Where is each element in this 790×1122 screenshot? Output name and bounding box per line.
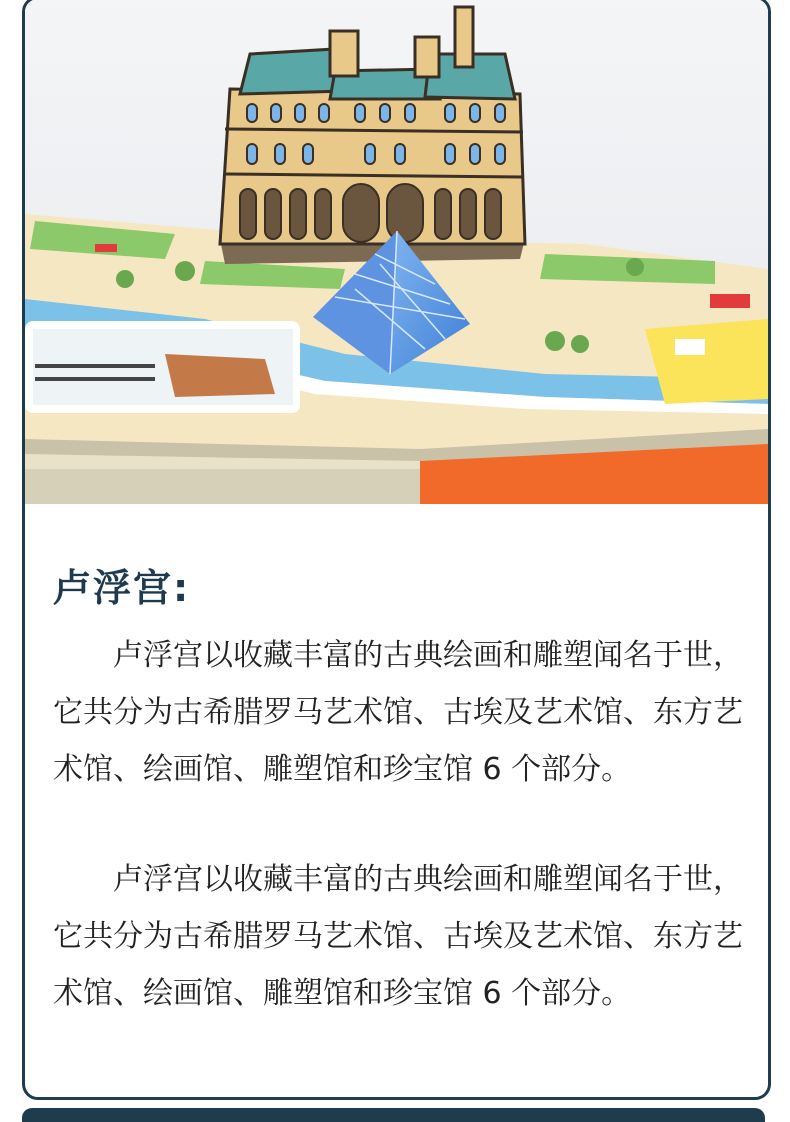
next-card-edge [22, 1108, 765, 1122]
body-paragraph: 卢浮宫以收藏丰富的古典绘画和雕塑闻名于世，它共分为古希腊罗马艺术馆、古埃及艺术馆、东方艺术馆、绘画馆、雕塑馆和珍宝馆 6 个部分。 [53, 862, 743, 1011]
content-card [22, 0, 771, 1100]
body-paragraph: 卢浮宫以收藏丰富的古典绘画和雕塑闻名于世，它共分为古希腊罗马艺术馆、古埃及艺术馆、东方艺术馆、绘画馆、雕塑馆和珍宝馆 6 个部分。 [53, 638, 743, 787]
product-photo [25, 0, 768, 504]
popup-book-illustration [25, 0, 768, 504]
section-heading: 卢浮宫: [53, 566, 191, 610]
